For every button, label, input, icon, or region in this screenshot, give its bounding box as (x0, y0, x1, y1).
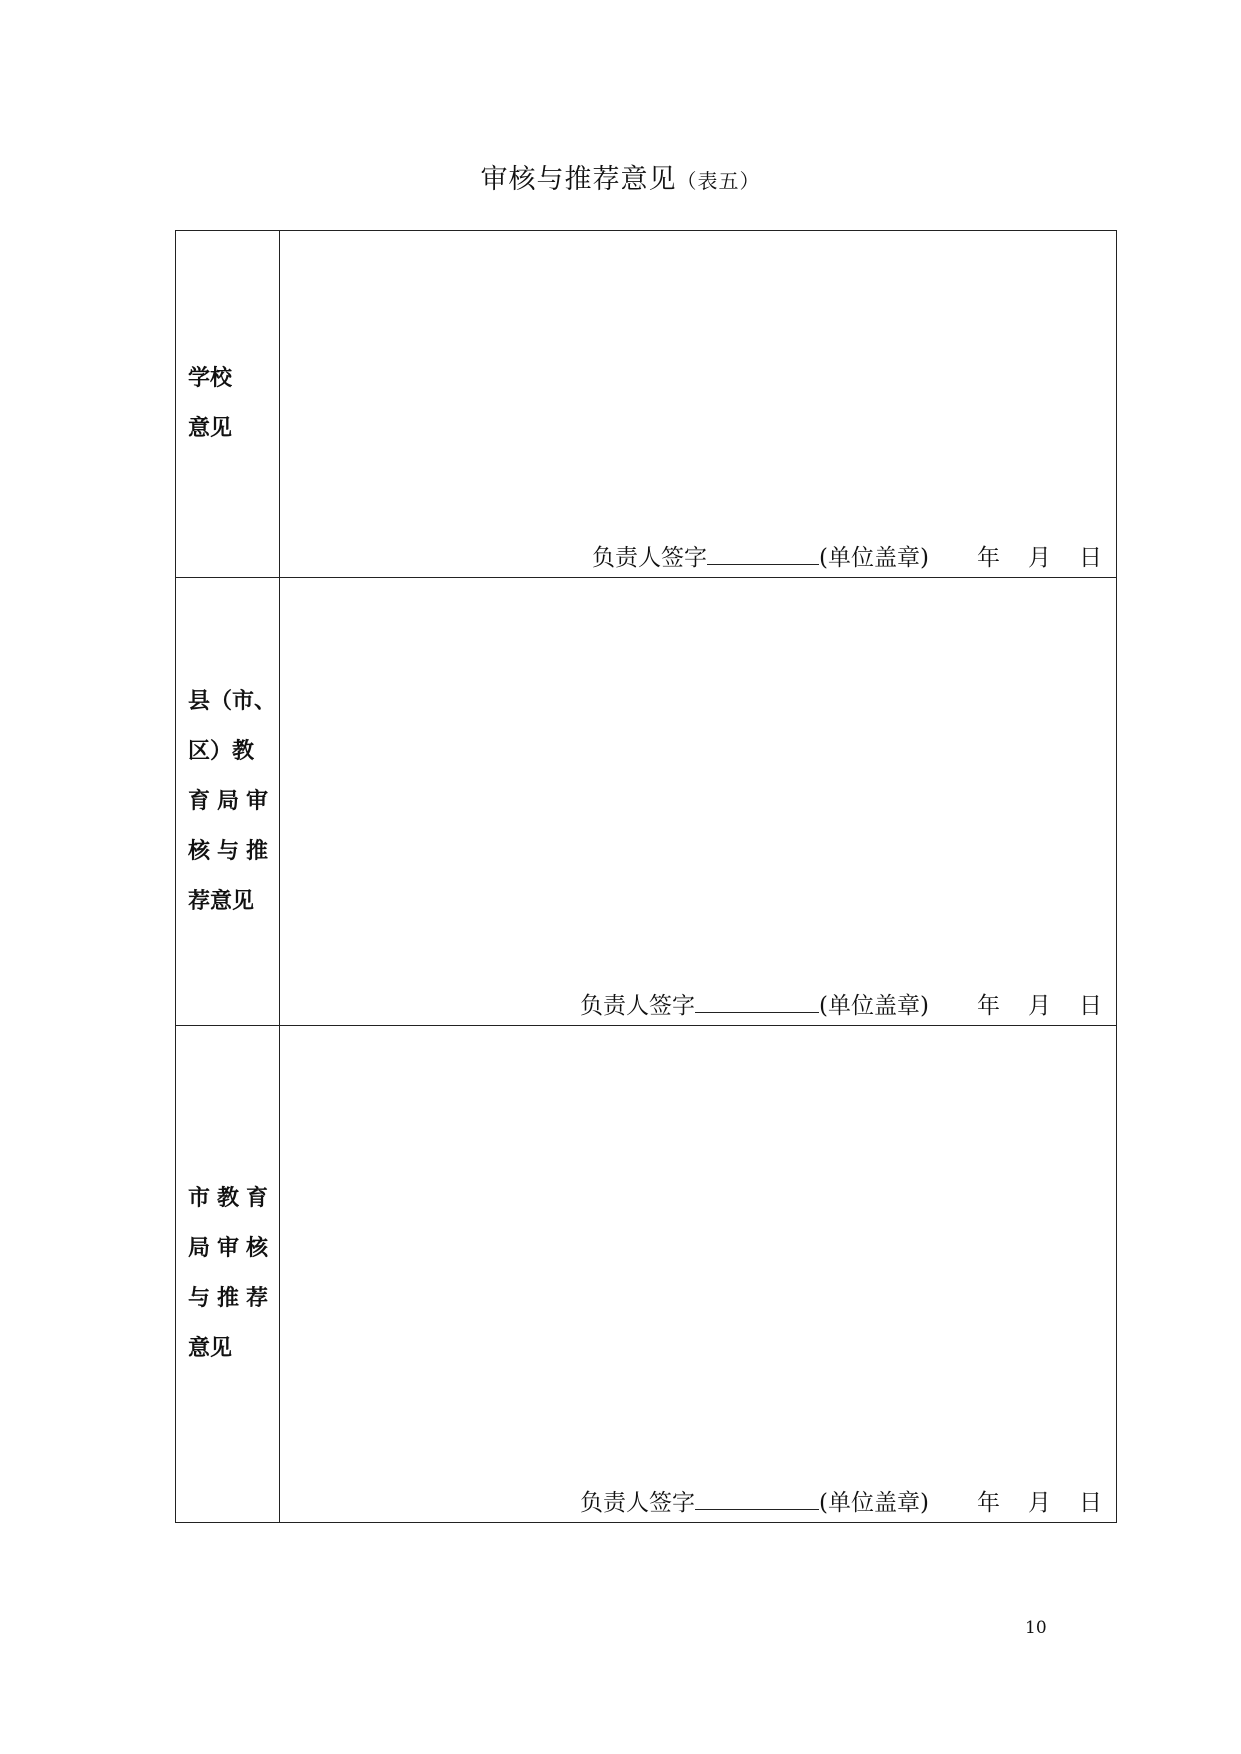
year-label: 年 (977, 545, 1000, 571)
signature-line (592, 540, 1102, 575)
signature-label: 负责人签字 (592, 545, 708, 571)
section-label-line: 县（市、 (188, 688, 277, 714)
signature-line (580, 1485, 1102, 1520)
signature-label: 负责人签字 (580, 993, 696, 1019)
section-label-line: 市教育 (188, 1186, 276, 1211)
day-label: 日 (1079, 1490, 1102, 1516)
section-label-line: 学校 (188, 366, 233, 391)
signature-blank[interactable] (707, 540, 819, 565)
review-recommendation-table (175, 230, 1117, 1523)
year-label: 年 (977, 993, 1000, 1019)
month-label: 月 (1028, 545, 1051, 571)
county-bureau-label-cell (176, 578, 280, 1026)
section-label-line: 区）教 (188, 738, 255, 764)
form-title-main: 审核与推荐意见 (480, 164, 677, 195)
form-title (0, 160, 1241, 201)
city-bureau-opinion-field[interactable] (280, 1026, 1117, 1523)
county-bureau-opinion-field[interactable] (280, 578, 1117, 1026)
city-bureau-opinion-row (176, 1026, 1117, 1523)
section-label-line: 育局审 (188, 788, 276, 814)
year-label: 年 (977, 1490, 1000, 1516)
form-title-sub: （表五） (676, 169, 761, 193)
section-label-line: 荐意见 (188, 888, 255, 914)
section-label-line: 核与推 (188, 838, 276, 864)
section-label-line: 意见 (188, 1336, 233, 1361)
signature-label: 负责人签字 (580, 1490, 696, 1516)
month-label: 月 (1028, 993, 1051, 1019)
section-label-line: 意见 (188, 416, 233, 441)
school-opinion-row (176, 231, 1117, 578)
school-opinion-label-cell (176, 231, 280, 578)
seal-label: (单位盖章) (819, 545, 929, 571)
signature-blank[interactable] (695, 988, 819, 1013)
section-label-line: 与推荐 (188, 1286, 276, 1311)
day-label: 日 (1079, 545, 1102, 571)
school-opinion-field[interactable] (280, 231, 1117, 578)
seal-label: (单位盖章) (819, 993, 929, 1019)
city-bureau-label-cell (176, 1026, 280, 1523)
county-bureau-opinion-row (176, 578, 1117, 1026)
page-number: 10 (1025, 1618, 1047, 1638)
day-label: 日 (1079, 993, 1102, 1019)
signature-line (580, 988, 1102, 1023)
seal-label: (单位盖章) (819, 1490, 929, 1516)
month-label: 月 (1028, 1490, 1051, 1516)
signature-blank[interactable] (695, 1485, 819, 1510)
section-label-line: 局审核 (188, 1236, 276, 1261)
